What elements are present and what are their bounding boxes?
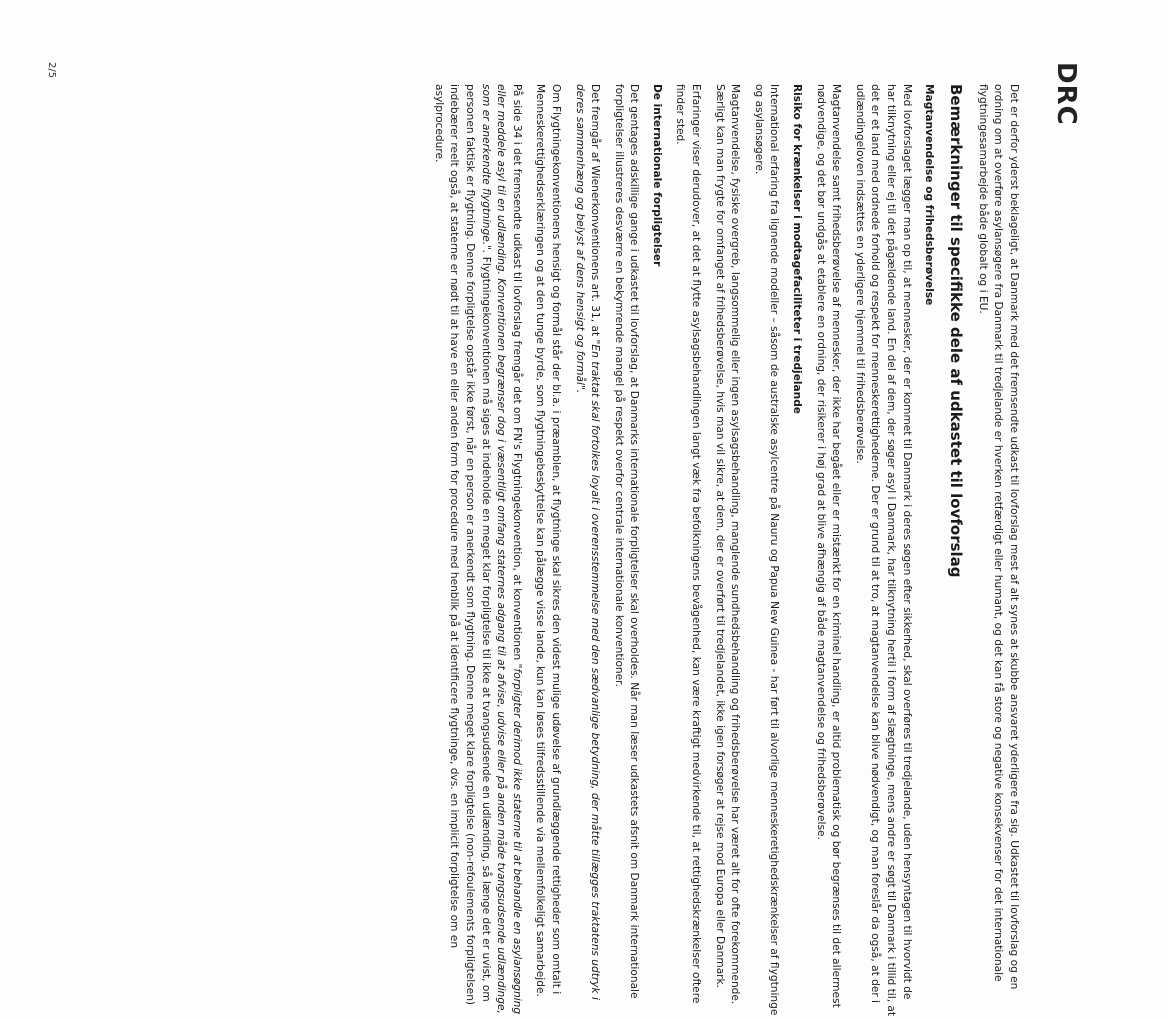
- paragraph-text: Flygtningekonventionen må siges at indeholde en meget klar forpligtelse til ikke at tvangsudsende en udlænding, så længe det er uvist, om personen faktisk er flygtning. Denne forpligtelse opstår ikke først, når en person er anerkendt som flygtning. Denne meget klare forpligtelse (non-refoulements forpligtelsen) indebærer reelt også, at staterne er nødt til at have en eller anden form for procedure med henblik på at identificere flygtninge, dvs. en implicit forpligtelse om en asylprocedure.: [432, 84, 492, 1006]
- drc-logo: DRC: [1051, 62, 1081, 126]
- paragraph-wienerkonvention: [571, 84, 602, 1019]
- paragraph-text: Det fremgår af Wienerkonventionens art. 31, at: [589, 84, 602, 340]
- paragraph: Magtanvendelse, fysiske overgreb, langsommelig eller ingen asylsagsbehandling, manglende sundhedsbehandling og frihedsberøvelse har været alt for ofte forekommende. Særligt kan man frygte for omfanget af frihedsberøvelse, hvis man vil sikre, at dem, der er overført til tredjelandet, ikke igen forsøger at rejse mod Europa eller Danmark.: [713, 84, 742, 1005]
- heading-risiko: Risiko for krænkelser i modtagefaciliteter i tredjelande: [791, 84, 804, 414]
- quote-text: "En traktat skal fortolkes loyalt i overensstemmelse med den sædvanlige betydning, der måtte tillægges traktatens udtryk i deres sammenhæng og belyst af dens hensigt og formål".: [573, 84, 602, 1000]
- paragraph: Magtanvendelse samt frihedsberøvelse af mennesker, der ikke har begået eller er mistænkt for en kriminel handling, er altid problematisk og bør begrænses til det allermest nødvendige, og det bør undgås at etablere en ordning, der risikerer i høj grad at blive afhængig af både magtanvendelse og frihedsberøvelse.: [814, 84, 843, 1008]
- paragraph-flygtningekonvention: [430, 84, 524, 1019]
- paragraph: International erfaring fra lignende modeller – såsom de australske asylcentre på Nauru og Papua New Guinea - har ført til alvorlige menneskeretighedskrænkelser af flygtninge og asylansøgere.: [752, 84, 781, 1016]
- heading-magtanvendelse: Magtanvendelse og frihedsberøvelse: [923, 84, 936, 306]
- heading-internationale-forpligtelser: De internationale forpligtelser: [650, 84, 663, 267]
- section-title: Bemærkninger til specifikke dele af udkastet til lovforslag: [947, 84, 966, 578]
- paragraph: Med lovforslaget lægger man op til, at mennesker, der er kommet til Danmark i deres søgen efter sikkerhed, skal overføres til tredjelande, uden hensyntagen til hvorvidt de har tilknytning eller ej til det pågældende land. En del af dem, der søger asyl i Danmark, har tilknytning hertil i form af slægtninge, mens andre er søgt til Danmark i tillid til, at det er et land med ordnede forhold og respekt for menneskerettighederne. Der er grund til at tro, at magtanvendelse kan blive nødvendigt, og man foreslår da også, at der i udlændingeloven indsættes en yderligere hjemmel til frihedsberøvelse.: [853, 84, 913, 1017]
- paragraph: Om Flygtningekonventionens hensigt og formål står der bl.a. i præamblen, at flygtninge skal sikres den videst mulige udøvelse af grundlæggende rettigheder som omtalt i Menneskerettighedserklæringen og at den tunge byrde, som flygtningebeskyttelse kan pålægge visse lande, kun kan løses tilfredsstillende via mellemfolkeligt samarbejde.: [534, 84, 562, 997]
- page-number: 2/5: [46, 62, 57, 79]
- document-body: [422, 84, 1021, 1019]
- paragraph-text: På side 34 i det fremsendte udkast til lovforslag fremgår det om FN's Flygtningekonvention, at konventionen: [510, 84, 523, 664]
- paragraph: Det gentages adskillige gange i udkastet til lovforslag, at Danmarks internationale forpligtelser skal overholdes. Når man læser udkastets afsnit om Danmark internationale forpligtelser illustreres desværre en bekymrende mangel på respekt overfor centrale internationale konventioner.: [612, 84, 641, 999]
- intro-paragraph: Det er derfor yderst beklageligt, at Danmark med det fremsendte udkast til lovforslag mest af alt synes at skubbe ansvaret yderligere fra sig. Udkastet til lovforslag og en ordning om at overføre asylansøgere fra Danmark til tredjelande er hverken retfærdigt eller humant, og det kan få store og negative konsekvenser for det internationale flygtningesamarbejde både globalt og i EU.: [976, 84, 1020, 990]
- paragraph: Erfaringer viser derudover, at det at flytte asylsagsbehandlingen langt væk fra befolkningens bevågenhed, kan være kraftigt medvirkende til, at rettighedskrænkelser oftere finder sted.: [674, 84, 703, 1004]
- quote-text: "forpligter derimod ikke staterne til at behandle en asylansøgning eller meddele asyl til en udlænding. Konventionen begrænser dog i væsentligt omfang staternes adgang til at afvise, udvise eller på anden måde tvangsudsende udlændinge, som er anerkendte flygtninge.".: [479, 84, 523, 1015]
